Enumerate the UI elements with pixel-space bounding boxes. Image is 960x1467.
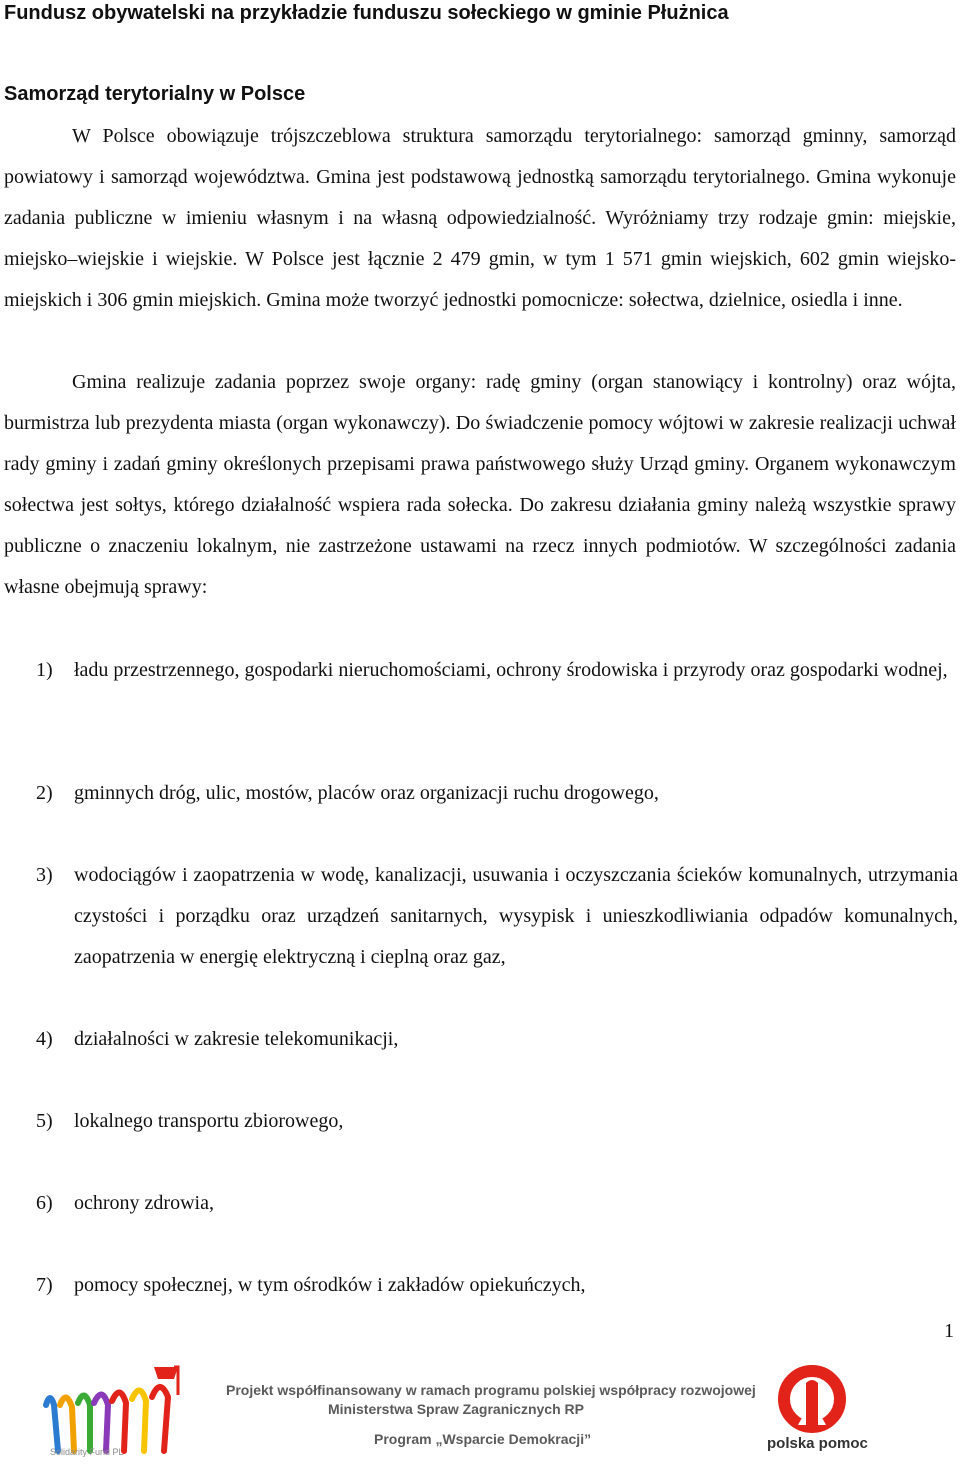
list-item — [36, 1101, 958, 1142]
list-number: 1) — [36, 659, 53, 681]
footer — [0, 1355, 960, 1467]
solidarity-fund-label: Solidarity Fund PL — [50, 1447, 124, 1457]
list-number: 4) — [36, 1028, 53, 1050]
list-number: 6) — [36, 1192, 53, 1214]
list-item — [36, 1183, 958, 1224]
list-number: 7) — [36, 1274, 53, 1296]
project-line-1: Projekt współfinansowany w ramach programu polskiej współpracy rozwojowej — [226, 1382, 756, 1398]
list-item — [36, 855, 958, 978]
list-text: ochrony zdrowia, — [74, 1192, 214, 1214]
paragraph — [4, 362, 956, 608]
project-line-3: Program „Wsparcie Demokracji” — [374, 1431, 592, 1447]
project-line-2: Ministerstwa Spraw Zagranicznych RP — [328, 1401, 584, 1417]
list-number: 5) — [36, 1110, 53, 1132]
polska-pomoc-logo — [772, 1363, 852, 1433]
list-text: pomocy społecznej, w tym ośrodków i zakładów opiekuńczych, — [74, 1274, 586, 1296]
page-number: 1 — [944, 1320, 954, 1342]
list-number: 2) — [36, 782, 53, 804]
list-text: lokalnego transportu zbiorowego, — [74, 1110, 344, 1132]
project-funding-note — [226, 1381, 756, 1449]
section-heading: Samorząd terytorialny w Polsce — [4, 83, 306, 105]
list-text: wodociągów i zaopatrzenia w wodę, kanalizacji, usuwania i oczyszczania ścieków komunalnych, utrzymania czystości i porządku oraz urządzeń sanitarnych, wysypisk i unieszkodliwiania odpadów komunalnych, zaopatrzenia w energię elektryczną i cieplną oraz gaz, — [74, 864, 958, 968]
paragraph-text: W Polsce obowiązuje trójszczeblowa struktura samorządu terytorialnego: samorząd gminny, samorząd powiatowy i samorząd województwa. Gmina jest podstawową jednostką samorządu terytorialnego. Gmina wykonuje zadania publiczne w imieniu własnym i na własną odpowiedzialność. Wyróżniamy trzy rodzaje gmin: miejskie, miejsko–wiejskie i wiejskie. W Polsce jest łącznie 2 479 gmin, w tym 1 571 gmin wiejskich, 602 gmin wiejsko-miejskich i 306 gmin miejskich. Gmina może tworzyć jednostki pomocnicze: sołectwa, dzielnice, osiedla i inne. — [4, 125, 956, 311]
list-item — [36, 773, 958, 814]
document-title: Fundusz obywatelski na przykładzie funduszu sołeckiego w gminie Płużnica — [4, 2, 729, 24]
list-text: działalności w zakresie telekomunikacji, — [74, 1028, 399, 1050]
polska-pomoc-label: polska pomoc — [767, 1435, 868, 1452]
list-item — [36, 1019, 958, 1060]
list-text: gminnych dróg, ulic, mostów, placów oraz organizacji ruchu drogowego, — [74, 782, 659, 804]
list-item — [36, 650, 958, 691]
paragraph-text: Gmina realizuje zadania poprzez swoje organy: radę gminy (organ stanowiący i kontrolny) oraz wójta, burmistrza lub prezydenta miasta (organ wykonawczy). Do świadczenie pomocy wójtowi w zakresie realizacji uchwał rady gminy i zadań gminy określonych przepisami prawa państwowego służy Urząd gminy. Organem wykonawczym sołectwa jest sołtys, którego działalność wspiera rada sołecka. Do zakresu działania gminy należą wszystkie sprawy publiczne o znaczeniu lokalnym, nie zastrzeżone ustawami na rzecz innych podmiotów. W szczególności zadania własne obejmują sprawy: — [4, 371, 956, 598]
paragraph — [4, 116, 956, 321]
list-number: 3) — [36, 864, 53, 886]
list-item — [36, 1265, 958, 1306]
list-text: ładu przestrzennego, gospodarki nieruchomościami, ochrony środowiska i przyrody oraz gospodarki wodnej, — [74, 659, 948, 681]
